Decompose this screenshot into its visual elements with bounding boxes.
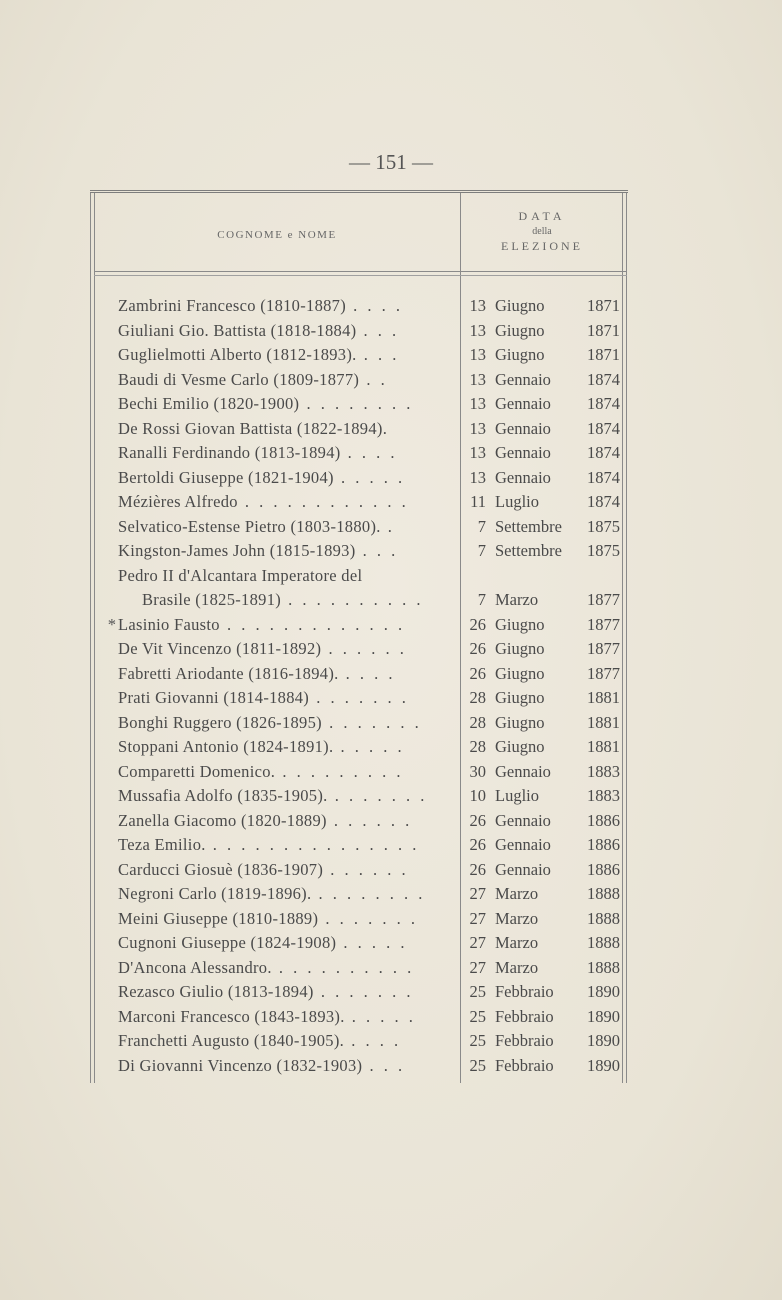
election-year: 1874 (587, 443, 620, 462)
election-day: 25 (469, 1006, 486, 1026)
election-year: 1883 (587, 761, 620, 781)
member-name-text: Brasile (1825-1891) (142, 590, 282, 609)
election-month: Marzo (495, 908, 539, 928)
member-name (118, 1029, 463, 1054)
election-year: 1871 (587, 296, 620, 315)
election-day: 26 (469, 859, 486, 879)
leader-dots: . . . (356, 320, 400, 340)
header-rule-secondary (94, 275, 627, 276)
member-name-text: Mézières Alfredo (118, 492, 238, 511)
member-name (118, 294, 463, 319)
election-month: Gennaio (495, 443, 551, 462)
election-day: 28 (469, 688, 486, 707)
election-day: 13 (469, 394, 486, 413)
table-row (98, 735, 628, 760)
election-year: 1890 (587, 1006, 620, 1026)
election-year: 1877 (587, 590, 620, 609)
member-name-text: Di Giovanni Vincenzo (1832-1903) (118, 1055, 363, 1075)
election-month: Marzo (495, 957, 539, 977)
leader-dots: . . . . . . . (313, 982, 414, 1001)
column-header-date-line1: DATA (518, 209, 566, 223)
table-row (98, 564, 628, 589)
election-day: 13 (469, 345, 486, 364)
election-day: 25 (469, 1055, 486, 1075)
election-year: 1883 (587, 786, 620, 805)
election-month: Gennaio (495, 418, 551, 438)
election-month: Gennaio (495, 394, 551, 413)
election-year: 1874 (587, 467, 620, 487)
member-name (118, 1054, 463, 1079)
election-year: 1890 (587, 1055, 620, 1075)
member-name-text: D'Ancona Alessandro. (118, 957, 272, 977)
election-day: 27 (469, 908, 486, 928)
member-name (142, 588, 463, 613)
table-row (98, 417, 628, 442)
table-left-border-inner (94, 193, 95, 1083)
member-name-text: Stoppani Antonio (1824-1891). (118, 737, 334, 756)
table-row (98, 294, 628, 319)
member-name (118, 956, 463, 981)
member-name-text: Carducci Giosuè (1836-1907) (118, 859, 324, 879)
member-name-text: De Vit Vincenzo (1811-1892) (118, 639, 322, 658)
column-header-date (462, 209, 622, 254)
table-row (98, 686, 628, 711)
election-day: 26 (469, 835, 486, 854)
member-name-text: Meini Giuseppe (1810-1889) (118, 908, 319, 928)
leader-dots: . . . . . . . . (311, 884, 426, 903)
election-month: Gennaio (495, 835, 551, 854)
election-day: 7 (477, 541, 486, 560)
member-name (118, 711, 463, 736)
election-month: Luglio (495, 786, 539, 805)
election-year: 1886 (587, 810, 620, 830)
election-year: 1871 (587, 345, 620, 364)
leader-dots: . . . . . . . . (299, 394, 414, 413)
election-year: 1877 (587, 663, 620, 683)
election-day: 26 (469, 639, 486, 658)
table-row (98, 711, 628, 736)
table-row (98, 833, 628, 858)
election-day: 30 (469, 761, 486, 781)
election-year: 1874 (587, 394, 620, 413)
member-name-text: Bechi Emilio (1820-1900) (118, 394, 300, 413)
leader-dots: . . . . . . . (318, 908, 419, 928)
leader-dots: . . . . (340, 443, 398, 462)
table-row (98, 392, 628, 417)
leader-dots: . . . . (344, 1031, 402, 1050)
table-row (98, 515, 628, 540)
member-name-text: Fabretti Ariodante (1816-1894). (118, 663, 339, 683)
election-day: 13 (469, 296, 486, 315)
member-name-text: Zambrini Francesco (1810-1887) (118, 296, 347, 315)
leader-dots: . . . . . . (326, 810, 413, 830)
member-name-text: Rezasco Giulio (1813-1894) (118, 982, 314, 1001)
table-left-border (90, 193, 91, 1083)
member-name-text: Bonghi Ruggero (1826-1895) (118, 712, 322, 732)
election-year: 1888 (587, 884, 620, 903)
table-row (98, 1029, 628, 1054)
election-year: 1890 (587, 1031, 620, 1050)
election-day: 13 (469, 369, 486, 389)
leader-dots: . . . . . (333, 737, 405, 756)
table-row (98, 760, 628, 785)
election-month: Luglio (495, 492, 539, 511)
member-name-text: Cugnoni Giuseppe (1824-1908) (118, 933, 337, 952)
member-name-text: Giuliani Gio. Battista (1818-1884) (118, 320, 357, 340)
election-month: Marzo (495, 884, 539, 903)
election-day: 13 (469, 418, 486, 438)
election-month: Giugno (495, 296, 545, 315)
header-rule (94, 271, 627, 272)
member-name-text: Zanella Giacomo (1820-1889) (118, 810, 327, 830)
election-month: Settembre (495, 541, 562, 560)
member-name (118, 931, 463, 956)
election-month: Giugno (495, 663, 545, 683)
leader-dots: . . . . . (333, 467, 406, 487)
election-day: 27 (469, 933, 486, 952)
table-row (98, 368, 628, 393)
election-year: 1886 (587, 859, 620, 879)
election-month: Gennaio (495, 859, 551, 879)
election-year: 1890 (587, 982, 620, 1001)
election-day: 26 (469, 663, 486, 683)
table-row (98, 1054, 628, 1079)
member-name (118, 319, 463, 344)
member-name-text: Mussafia Adolfo (1835-1905). (118, 786, 328, 805)
table-row (98, 466, 628, 491)
election-day: 26 (469, 614, 486, 634)
election-year: 1877 (587, 614, 620, 634)
page-number: — 151 — (349, 150, 433, 174)
election-year: 1888 (587, 957, 620, 977)
election-month: Gennaio (495, 761, 551, 781)
election-day: 7 (477, 516, 486, 536)
column-header-name: COGNOME e NOME (217, 229, 337, 241)
leader-dots: . . . (362, 1055, 406, 1075)
member-name (118, 368, 463, 393)
election-month: Febbraio (495, 982, 554, 1001)
leader-dots: . . . . . . . . . . . . (237, 492, 409, 511)
table-row (98, 809, 628, 834)
member-name (118, 735, 463, 760)
election-month: Gennaio (495, 467, 551, 487)
election-month: Marzo (495, 933, 539, 952)
election-day: 13 (469, 467, 486, 487)
leader-dots: . . . . . . (323, 859, 409, 879)
election-day: 28 (469, 712, 486, 732)
leader-dots: . . . (356, 345, 400, 364)
member-name-text: De Rossi Giovan Battista (1822-1894). (118, 418, 388, 438)
election-month: Giugno (495, 614, 545, 634)
member-name-text: Lasinio Fausto (118, 614, 220, 634)
member-name (118, 490, 463, 515)
election-year: 1874 (587, 369, 620, 389)
election-day: 7 (477, 590, 486, 609)
member-name (118, 858, 463, 883)
member-name (118, 343, 463, 368)
member-name-text: Teza Emilio. (118, 835, 206, 854)
table-row (98, 441, 628, 466)
election-month: Gennaio (495, 810, 551, 830)
table-row (98, 490, 628, 515)
election-month: Marzo (495, 590, 539, 609)
member-name (118, 539, 463, 564)
member-name-text: Kingston-James John (1815-1893) (118, 541, 356, 560)
election-year: 1874 (587, 492, 620, 511)
election-month: Febbraio (495, 1006, 554, 1026)
election-month: Febbraio (495, 1031, 554, 1050)
member-name (118, 1005, 463, 1030)
member-name (118, 564, 463, 589)
member-name (118, 882, 463, 907)
member-name (118, 392, 463, 417)
table-row (98, 1005, 628, 1030)
table-row (98, 539, 628, 564)
election-day: 28 (469, 737, 486, 756)
election-month: Giugno (495, 737, 545, 756)
table-row (98, 637, 628, 662)
member-name (118, 686, 463, 711)
member-name (118, 662, 463, 687)
leader-dots: . . . . . . . . . . . . . (219, 614, 406, 634)
leader-dots: . . . . . . . . . . (271, 957, 415, 977)
election-year: 1888 (587, 933, 620, 952)
election-month: Febbraio (495, 1055, 554, 1075)
member-name (118, 417, 463, 442)
election-year: 1881 (587, 712, 620, 732)
table-row (98, 907, 628, 932)
member-name-text: Ranalli Ferdinando (1813-1894) (118, 443, 341, 462)
member-name-text: Bertoldi Giuseppe (1821-1904) (118, 467, 334, 487)
election-month: Giugno (495, 320, 545, 340)
member-name (118, 637, 463, 662)
election-year: 1881 (587, 688, 620, 707)
member-name-text: Negroni Carlo (1819-1896). (118, 884, 312, 903)
election-year: 1877 (587, 639, 620, 658)
table-row (98, 343, 628, 368)
member-name-text: Franchetti Augusto (1840-1905). (118, 1031, 345, 1050)
member-name (118, 515, 463, 540)
column-header-date-line3: ELEZIONE (501, 239, 583, 253)
leader-dots: . . (359, 369, 388, 389)
member-name-text: Selvatico-Estense Pietro (1803-1880). (118, 516, 381, 536)
election-year: 1871 (587, 320, 620, 340)
election-month: Giugno (495, 712, 545, 732)
member-name (118, 613, 463, 638)
table-row (98, 662, 628, 687)
member-name-text: Prati Giovanni (1814-1884) (118, 688, 310, 707)
table-row (98, 931, 628, 956)
election-day: 27 (469, 884, 486, 903)
member-name (118, 466, 463, 491)
member-name-text: Baudi di Vesme Carlo (1809-1877) (118, 369, 360, 389)
election-year: 1875 (587, 516, 620, 536)
table-row (98, 882, 628, 907)
member-name-text: Comparetti Domenico. (118, 761, 276, 781)
election-day: 27 (469, 957, 486, 977)
election-month: Giugno (495, 345, 545, 364)
leader-dots: . . . . . . (321, 639, 407, 658)
leader-dots: . . . . (338, 663, 396, 683)
election-day: 11 (470, 492, 486, 511)
election-day: 13 (469, 443, 486, 462)
election-day: 25 (469, 1031, 486, 1050)
election-year: 1888 (587, 908, 620, 928)
member-name-text: Marconi Francesco (1843-1893). (118, 1006, 345, 1026)
election-day: 26 (469, 810, 486, 830)
election-year: 1886 (587, 835, 620, 854)
leader-dots: . . . . . . . (327, 786, 428, 805)
leader-dots: . . . . . . . . . (275, 761, 404, 781)
election-day: 10 (469, 786, 486, 805)
election-month: Gennaio (495, 369, 551, 389)
table-row (98, 858, 628, 883)
election-year: 1874 (587, 418, 620, 438)
election-month: Giugno (495, 688, 545, 707)
member-name (118, 980, 463, 1005)
election-day: 13 (469, 320, 486, 340)
election-month: Giugno (495, 639, 545, 658)
table-row (98, 319, 628, 344)
leader-dots: . . . (355, 541, 399, 560)
election-year: 1881 (587, 737, 620, 756)
member-name (118, 833, 463, 858)
table-row (98, 956, 628, 981)
note-marker: * (107, 614, 116, 634)
election-day: 25 (469, 982, 486, 1001)
election-month: Settembre (495, 516, 562, 536)
leader-dots: . . . . . . . (321, 712, 422, 732)
column-header-date-line2: della (532, 226, 552, 237)
leader-dots: . . . . . . . (309, 688, 409, 707)
member-name-text: Pedro II d'Alcantara Imperatore del (118, 565, 363, 585)
election-year: 1875 (587, 541, 620, 560)
table-body (98, 294, 628, 1078)
table-row (98, 613, 628, 638)
leader-dots: . . . . . (336, 933, 408, 952)
member-name (118, 784, 463, 809)
member-name (118, 809, 463, 834)
member-name (118, 760, 463, 785)
leader-dots: . . . . (346, 296, 404, 315)
leader-dots: . . . . . (344, 1006, 416, 1026)
member-name (118, 441, 463, 466)
member-name (118, 907, 463, 932)
table-row (98, 588, 628, 613)
leader-dots: . . . . . . . . . . (281, 590, 424, 609)
member-name-text: Guglielmotti Alberto (1812-1893). (118, 345, 357, 364)
table-row (98, 980, 628, 1005)
leader-dots: . (380, 516, 395, 536)
leader-dots: . . . . . . . . . . . . . . . (205, 835, 420, 854)
table-row (98, 784, 628, 809)
